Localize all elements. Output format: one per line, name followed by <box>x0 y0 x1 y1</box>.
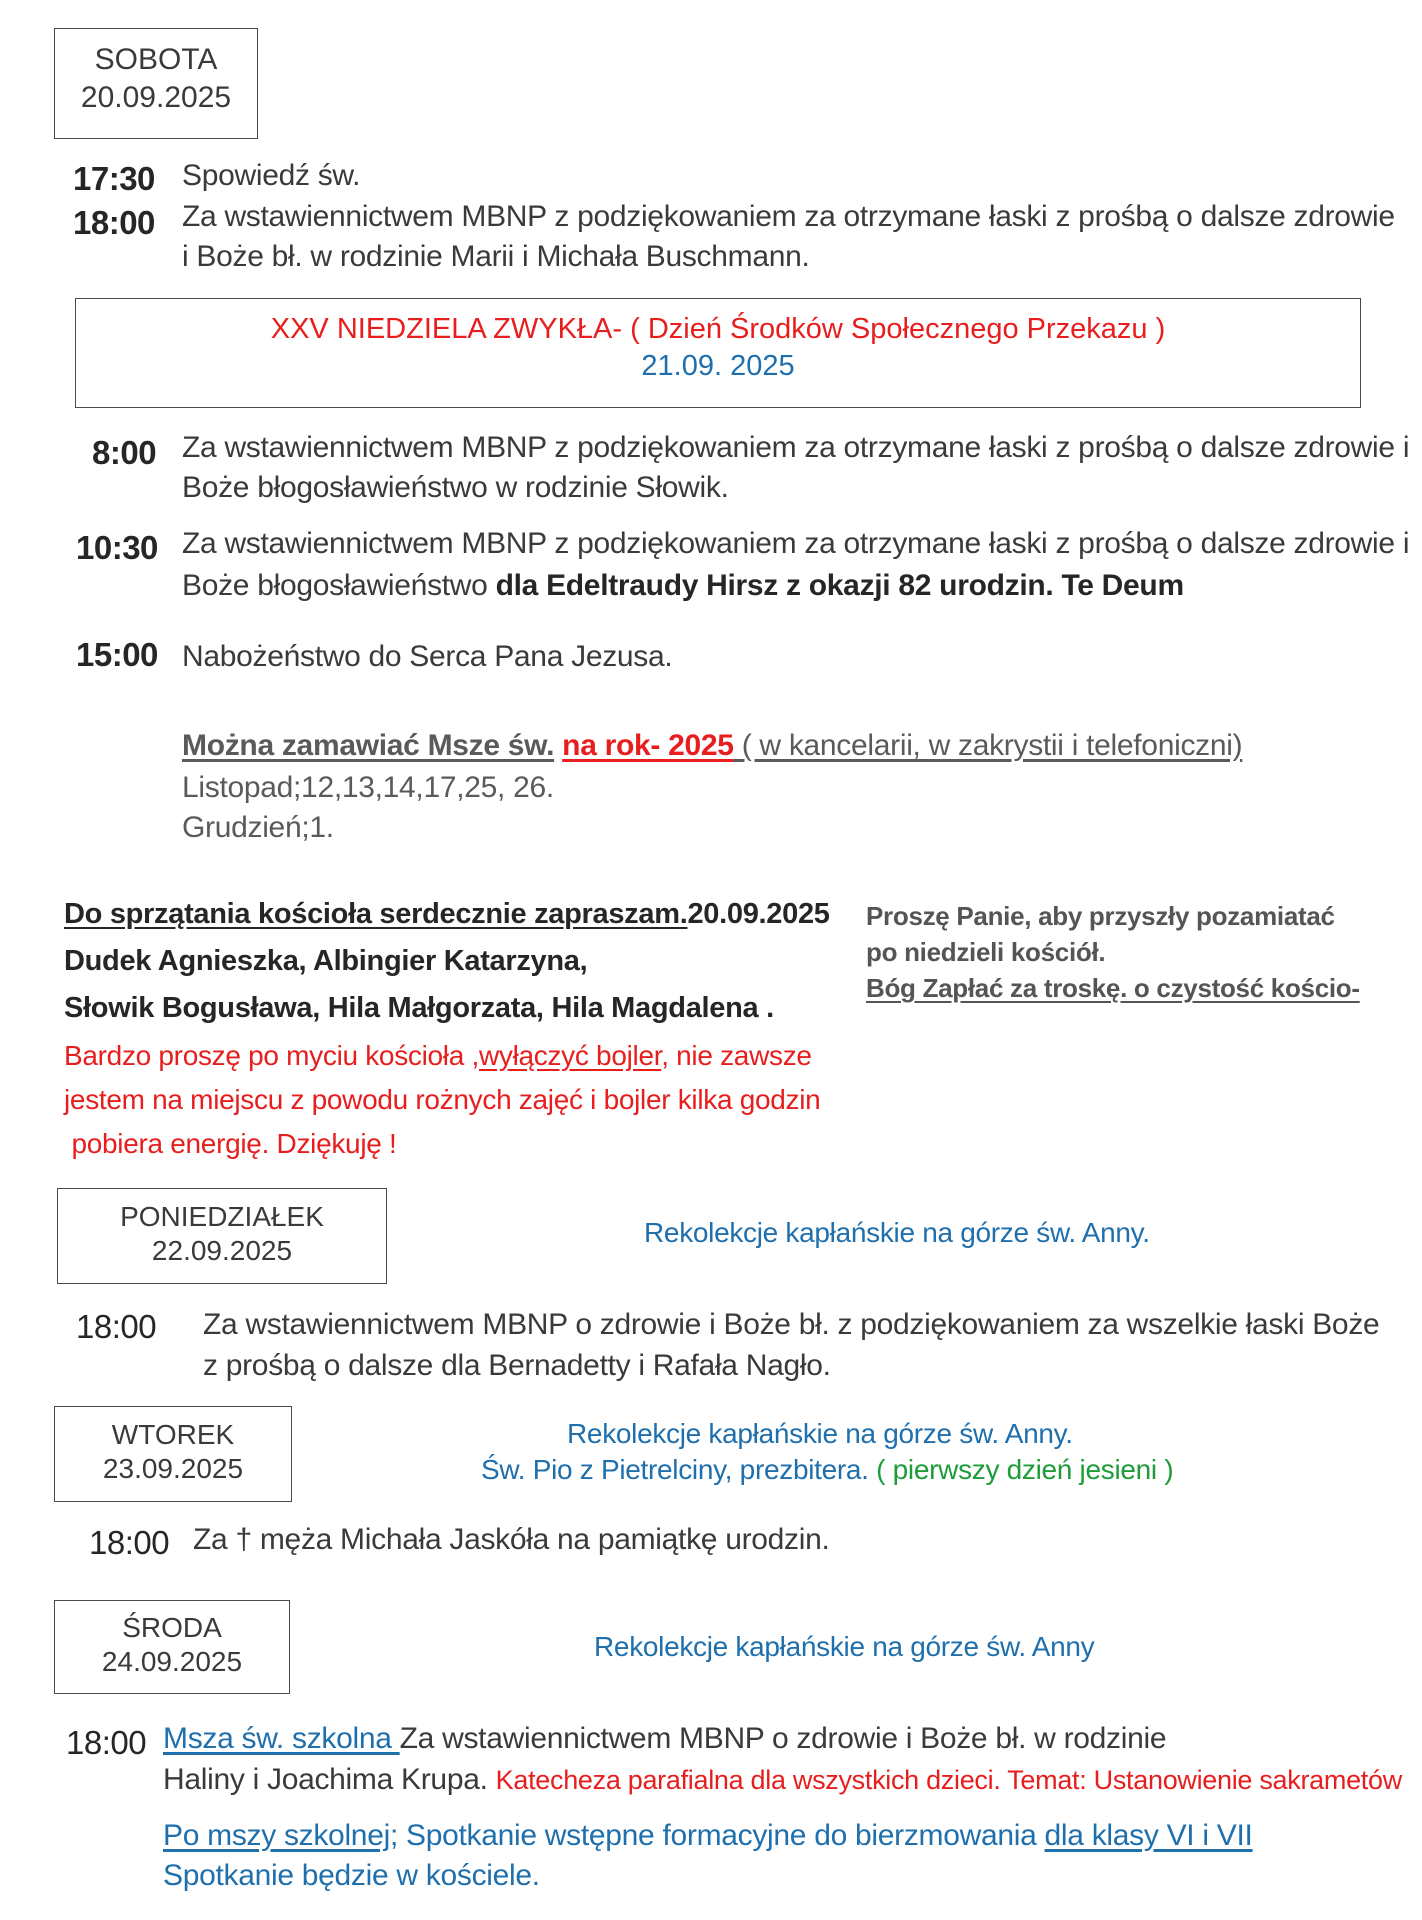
monday-date: 22.09.2025 <box>151 1235 293 1266</box>
sat-time-1730: 17:30 <box>73 160 155 197</box>
sun-text-1030-normal: Boże błogosławieństwo <box>182 569 496 602</box>
mass-orders-year: na rok- 2025 <box>562 729 734 762</box>
saturday-header-box <box>54 28 258 139</box>
tuesday-time: 18:00 <box>89 1524 170 1561</box>
wednesday-school-mass: Msza św. szkolna <box>163 1722 400 1755</box>
sun-text-1030-line2 <box>182 566 1184 606</box>
sat-text-1800-line1: Za wstawiennictwem MBNP z podziękowaniem za otrzymane łaski z prośbą o dalsze zdrowie <box>182 200 1395 233</box>
mass-orders-november: Listopad;12,13,14,17,25, 26. <box>182 771 554 804</box>
cleaning-warning-2: jestem na miejscu z powodu rożnych zajęć i bojler kilka godzin <box>64 1084 821 1115</box>
cleaning-side-2: po niedzieli kościół. <box>866 937 1106 967</box>
mass-orders-line <box>182 726 1242 766</box>
cleaning-warning-boiler: wyłączyć bojler <box>478 1040 662 1071</box>
wednesday-after-line <box>163 1816 1253 1856</box>
cleaning-warning-1 <box>64 1036 812 1076</box>
sun-text-800-line2: Boże błogosławieństwo w rodzinie Słowik. <box>182 471 729 504</box>
wednesday-day: ŚRODA <box>122 1612 222 1643</box>
wednesday-catechesis: Katecheza parafialna dla wszystkich dzieci. Temat: Ustanowienie sakrametów <box>495 1765 1402 1795</box>
wednesday-text-line1 <box>163 1719 1166 1759</box>
sun-text-1030-bold: dla Edeltraudy Hirsz z okazji 82 urodzin. Te Deum <box>495 569 1184 602</box>
monday-note: Rekolekcje kapłańskie na górze św. Anny. <box>644 1217 1150 1248</box>
sun-text-1500: Nabożeństwo do Serca Pana Jezusa. <box>182 640 673 673</box>
wednesday-confirmation: ; Spotkanie wstępne formacyjne do bierzmowania <box>389 1819 1045 1852</box>
saturday-day: SOBOTA <box>94 43 218 76</box>
sunday-title: XXV NIEDZIELA ZWYKŁA- ( Dzień Środków Społecznego Przekazu ) <box>270 313 1166 345</box>
saturday-date: 20.09.2025 <box>80 81 232 114</box>
wednesday-place: Spotkanie będzie w kościele. <box>163 1859 540 1892</box>
monday-header-box <box>57 1188 387 1284</box>
sunday-header-box <box>75 298 1361 408</box>
tuesday-header-box <box>54 1406 292 1502</box>
wednesday-text-line2 <box>163 1760 1402 1800</box>
mass-orders-where: ( w kancelarii, w zakrystii i telefoniczni) <box>733 729 1243 762</box>
mass-orders-december: Grudzień;1. <box>182 811 334 844</box>
cleaning-names-1: Dudek Agnieszka, Albingier Katarzyna, <box>64 945 588 977</box>
tuesday-day: WTOREK <box>111 1419 235 1450</box>
tuesday-date: 23.09.2025 <box>102 1453 244 1484</box>
wednesday-time: 18:00 <box>66 1724 147 1761</box>
sun-time-1030: 10:30 <box>76 529 158 566</box>
tuesday-note-2 <box>481 1450 1173 1490</box>
sun-time-1500: 15:00 <box>76 636 158 673</box>
wednesday-classes: dla klasy VI i VII <box>1044 1819 1253 1852</box>
monday-time: 18:00 <box>76 1308 157 1345</box>
sun-text-1030-line1: Za wstawiennictwem MBNP z podziękowaniem za otrzymane łaski z prośbą o dalsze zdrowie i <box>182 527 1410 560</box>
cleaning-date: 20.09.2025 <box>687 898 830 930</box>
tuesday-text: Za † męża Michała Jaskóła na pamiątkę urodzin. <box>193 1523 830 1556</box>
sat-text-1800-line2: i Boże bł. w rodzinie Marii i Michała Buschmann. <box>182 240 810 273</box>
tuesday-autumn: ( pierwszy dzień jesieni ) <box>868 1454 1174 1485</box>
wednesday-date: 24.09.2025 <box>101 1646 243 1677</box>
sun-time-800: 8:00 <box>92 434 157 471</box>
cleaning-side-3: Bóg Zapłać za troskę. o czystość kościo- <box>866 973 1360 1003</box>
cleaning-warning-1c: , nie zawsze <box>661 1040 812 1071</box>
mass-orders-lead: Można zamawiać Msze św. <box>182 729 555 762</box>
sunday-date: 21.09. 2025 <box>641 350 795 382</box>
monday-text-line1: Za wstawiennictwem MBNP o zdrowie i Boże bł. z podziękowaniem za wszelkie łaski Boże <box>203 1308 1380 1341</box>
wednesday-after-mass: Po mszy szkolnej <box>163 1819 390 1852</box>
monday-day: PONIEDZIAŁEK <box>120 1201 324 1232</box>
wednesday-family: Haliny i Joachima Krupa. <box>163 1763 496 1796</box>
cleaning-names-2: Słowik Bogusława, Hila Małgorzata, Hila Magdalena . <box>64 992 774 1024</box>
cleaning-title-line <box>64 894 830 934</box>
cleaning-warning-1a: Bardzo proszę po myciu kościoła , <box>64 1040 479 1071</box>
wednesday-header-box <box>54 1600 290 1694</box>
monday-text-line2: z prośbą o dalsze dla Bernadetty i Rafała Nagło. <box>203 1349 831 1382</box>
sun-text-800-line1: Za wstawiennictwem MBNP z podziękowaniem za otrzymane łaski z prośbą o dalsze zdrowie i <box>182 431 1410 464</box>
wednesday-intention: Za wstawiennictwem MBNP o zdrowie i Boże bł. w rodzinie <box>399 1722 1167 1755</box>
wednesday-note: Rekolekcje kapłańskie na górze św. Anny <box>594 1631 1095 1662</box>
cleaning-title: Do sprzątania kościoła serdecznie zapraszam. <box>64 898 688 930</box>
tuesday-note-1: Rekolekcje kapłańskie na górze św. Anny. <box>567 1418 1073 1449</box>
sat-text-1730: Spowiedź św. <box>182 159 361 192</box>
tuesday-saint: Św. Pio z Pietrelciny, prezbitera. <box>481 1454 869 1485</box>
cleaning-warning-3: pobiera energię. Dziękuję ! <box>64 1128 397 1159</box>
sat-time-1800: 18:00 <box>73 204 155 241</box>
cleaning-side-1: Proszę Panie, aby przyszły pozamiatać <box>866 901 1335 931</box>
